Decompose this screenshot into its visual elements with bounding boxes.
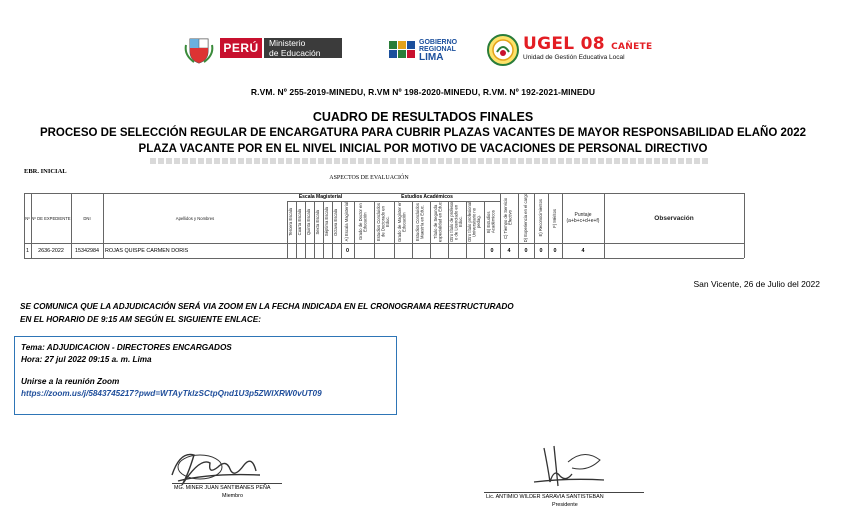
- table-cell-septima: [323, 245, 332, 257]
- table-grid-line: [24, 258, 744, 259]
- table-grid-line: [31, 193, 32, 258]
- table-grid-line: [374, 201, 375, 258]
- column-header-dni: DNI: [83, 215, 91, 221]
- group-estudios-academicos: Estudios Académicos: [401, 194, 453, 200]
- column-header-label: Grado de Doctor en Educación: [358, 203, 368, 241]
- column-header-label: F) Méritos: [551, 208, 557, 228]
- table-grid-line: [548, 193, 549, 258]
- column-header-b-escala: [341, 201, 354, 243]
- column-header-e-reconocimientos: [534, 193, 548, 243]
- table-grid-line: [466, 201, 467, 258]
- table-cell-doctor: [354, 245, 374, 257]
- vacancy-title: PLAZA VACANTE POR EN EL NIVEL INICIAL POR MOTIVO DE VACACIONES DE PERSONAL DIRECTIVO: [138, 143, 708, 155]
- table-grid-line: [430, 201, 431, 258]
- table-grid-line: [24, 193, 25, 258]
- table-grid-line: [71, 193, 72, 258]
- zoom-notice: SE COMUNICA QUE LA ADJUDICACIÓN SERÁ VIA ZOOM EN LA FECHA INDICADA EN EL CRONOGRAMA REESTRUCTURADO EN EL HORARIO DE 9:15 AM SEGÚN EL SIGUIENTE ENLACE:: [20, 302, 514, 324]
- column-header-nombres: Apellidos y Nombres: [175, 215, 215, 221]
- table-cell-b-escala: 0: [346, 248, 349, 254]
- column-header-label: Cuarta Escala: [297, 208, 303, 236]
- document-title: CUADRO DE RESULTADOS FINALES: [312, 110, 534, 124]
- table-cell-d-cargo: 0: [524, 248, 528, 254]
- column-header-label: Estudios Concluidos de Doctorado en Educ.: [376, 203, 391, 241]
- table-grid-line: [103, 193, 104, 258]
- zoom-link[interactable]: https://zoom.us/j/5843745217?pwd=WTAyTklzSCtpQnd1U3p5ZWlXRW0vUT09: [21, 388, 322, 398]
- table-grid-line: [296, 201, 297, 258]
- column-header-profesor: [448, 201, 466, 243]
- ministry-logo: Ministerio de Educación: [264, 38, 342, 58]
- table-grid-line: [314, 201, 315, 258]
- table-grid-line: [394, 201, 395, 258]
- column-header-label: Sexta Escala: [315, 209, 321, 235]
- column-header-expediente: Nº DE EXPEDIENTE: [31, 215, 71, 221]
- table-grid-line: [500, 193, 501, 258]
- group-escala-magisterial: Escala Magisterial: [298, 194, 343, 200]
- table-grid-line: [287, 201, 500, 202]
- table-cell-doctorado: [374, 245, 394, 257]
- table-grid-line: [354, 201, 355, 258]
- table-cell-otro: [466, 245, 484, 257]
- column-header-label: B) Estudios Académicos: [486, 210, 496, 234]
- table-grid-line: [484, 201, 485, 258]
- column-header-label: D) Experiencia en el cargo: [522, 193, 528, 243]
- table-cell-n: 1: [26, 248, 29, 254]
- signature-member: [160, 445, 320, 505]
- aspectos-header: ASPECTOS DE EVALUACIÓN: [329, 175, 409, 181]
- table-cell-sexta: [314, 245, 323, 257]
- table-cell-c-tiempo: 4: [507, 248, 511, 254]
- member-role: Miembro: [222, 493, 243, 499]
- column-header-otro: [466, 201, 484, 243]
- zoom-meeting-box: [14, 336, 397, 415]
- column-header-maestro: [394, 201, 412, 243]
- ugel-seal-icon: [487, 34, 519, 66]
- column-header-label: Grado de Magíster en Educación: [397, 201, 407, 243]
- table-grid-line: [562, 193, 563, 258]
- table-grid-line: [305, 201, 306, 258]
- table-cell-observacion: [604, 245, 744, 257]
- column-header-cuarta: [296, 201, 305, 243]
- table-cell-cuarta: [296, 245, 305, 257]
- table-grid-line: [24, 243, 744, 244]
- table-cell-b-estudios: 0: [490, 248, 494, 254]
- column-header-label: Estudios Concluidos Maestría en Educ.: [415, 203, 425, 241]
- table-grid-line: [744, 193, 745, 258]
- column-header-label: Quinta Escala: [306, 208, 312, 236]
- table-grid-line: [448, 201, 449, 258]
- column-header-f-meritos: [548, 193, 562, 243]
- column-header-label: Otro título profesional Universitario no pedag.: [467, 201, 482, 243]
- column-header-quinta: [305, 201, 314, 243]
- puntaje-label: Puntaje: [574, 212, 592, 218]
- column-header-septima: [323, 201, 332, 243]
- president-role: Presidente: [552, 502, 578, 508]
- table-grid-line: [287, 201, 288, 258]
- table-cell-tercera: [287, 245, 296, 257]
- table-cell-dni: 15342984: [75, 248, 99, 254]
- column-header-label: C) Tiempo de Servicio Efectivo: [503, 197, 513, 239]
- table-cell-profesor: [448, 245, 466, 257]
- column-header-puntaje: [562, 193, 604, 243]
- level-label: EBR. INICIAL: [24, 168, 67, 175]
- meeting-time: Hora: 27 jul 2022 09:15 a. m. Lima: [21, 354, 152, 364]
- ugel-logo-text: UGEL 08 CAÑETE: [523, 34, 653, 54]
- column-header-observacion: Observación: [654, 214, 694, 222]
- table-cell-puntaje: 4: [581, 248, 585, 254]
- results-table: [24, 175, 832, 259]
- column-header-d-cargo: [518, 193, 534, 243]
- column-header-segunda: [430, 201, 448, 243]
- table-grid-line: [604, 193, 605, 258]
- table-cell-segunda: [430, 245, 448, 257]
- table-cell-expediente: 2636-2022: [38, 248, 64, 254]
- faded-text-strip: [150, 158, 710, 164]
- puntaje-formula: (a+b+c+d+e+f): [566, 218, 600, 224]
- header-logos: [184, 31, 654, 71]
- column-header-label: A) Escala Magisterial: [344, 202, 350, 242]
- column-header-n: Nº: [25, 215, 30, 221]
- gobierno-regional-logo: GOBIERNO REGIONAL LIMA: [419, 39, 458, 63]
- table-cell-f-meritos: 0: [553, 248, 557, 254]
- table-cell-e-reconocimientos: 0: [539, 248, 543, 254]
- document-date: San Vicente, 26 de Julio del 2022: [693, 279, 820, 289]
- column-header-estudios-maestria: [412, 201, 430, 243]
- column-header-label: Otro título de profesor o de Licenciado en Educ.: [449, 201, 464, 243]
- column-header-sexta: [314, 201, 323, 243]
- member-name: MG. MINER JUAN SANTIBANES PEÑA: [174, 485, 271, 491]
- column-header-doctorado: [374, 201, 394, 243]
- signature-president: [484, 438, 664, 513]
- table-grid-line: [534, 193, 535, 258]
- table-grid-line: [332, 201, 333, 258]
- table-cell-maestro: [394, 245, 412, 257]
- table-grid-line: [412, 201, 413, 258]
- column-header-label: E) Reconocimientos: [537, 199, 543, 237]
- column-header-label: Séptima Escala: [324, 207, 330, 237]
- table-grid-line: [323, 201, 324, 258]
- column-header-label: Tercera Escala: [288, 208, 294, 236]
- gobierno-regional-icon: [389, 39, 417, 59]
- column-header-octava: [332, 201, 341, 243]
- column-header-tercera: [287, 201, 296, 243]
- table-cell-octava: [332, 245, 341, 257]
- meeting-topic: Tema: ADJUDICACION - DIRECTORES ENCARGADOS: [21, 343, 232, 352]
- column-header-label: Título de Segunda especialidad en Educ.: [433, 201, 443, 243]
- peru-coat-of-arms-icon: [184, 35, 214, 65]
- meeting-join-label: Unirse a la reunión Zoom: [21, 377, 120, 386]
- table-cell-nombres: ROJAS QUISPE CARMEN DORIS: [105, 248, 189, 254]
- ugel-subtitle: Unidad de Gestión Educativa Local: [523, 54, 625, 61]
- table-grid-line: [341, 201, 342, 258]
- table-cell-quinta: [305, 245, 314, 257]
- column-header-c-tiempo: [500, 193, 518, 243]
- table-grid-line: [518, 193, 519, 258]
- president-name: Lic. ANTIMIO WILDER SARAVIA SANTISTEBAN: [486, 494, 604, 500]
- table-cell-estudios-maestria: [412, 245, 430, 257]
- peru-logo: PERÚ: [220, 38, 262, 58]
- handwritten-signature-president: [514, 438, 614, 493]
- column-header-doctor: [354, 201, 374, 243]
- resolution-references: R.VM. Nº 255-2019-MINEDU, R.VM Nº 198-2020-MINEDU, R.VM. Nº 192-2021-MINEDU: [250, 87, 596, 97]
- column-header-b-estudios: [484, 201, 500, 243]
- column-header-label: Octava Escala: [333, 208, 339, 236]
- process-title: PROCESO DE SELECCIÓN REGULAR DE ENCARGATURA PARA CUBRIR PLAZAS VACANTES DE MAYOR RESPONSABILIDAD ELAÑO 2022: [39, 127, 807, 139]
